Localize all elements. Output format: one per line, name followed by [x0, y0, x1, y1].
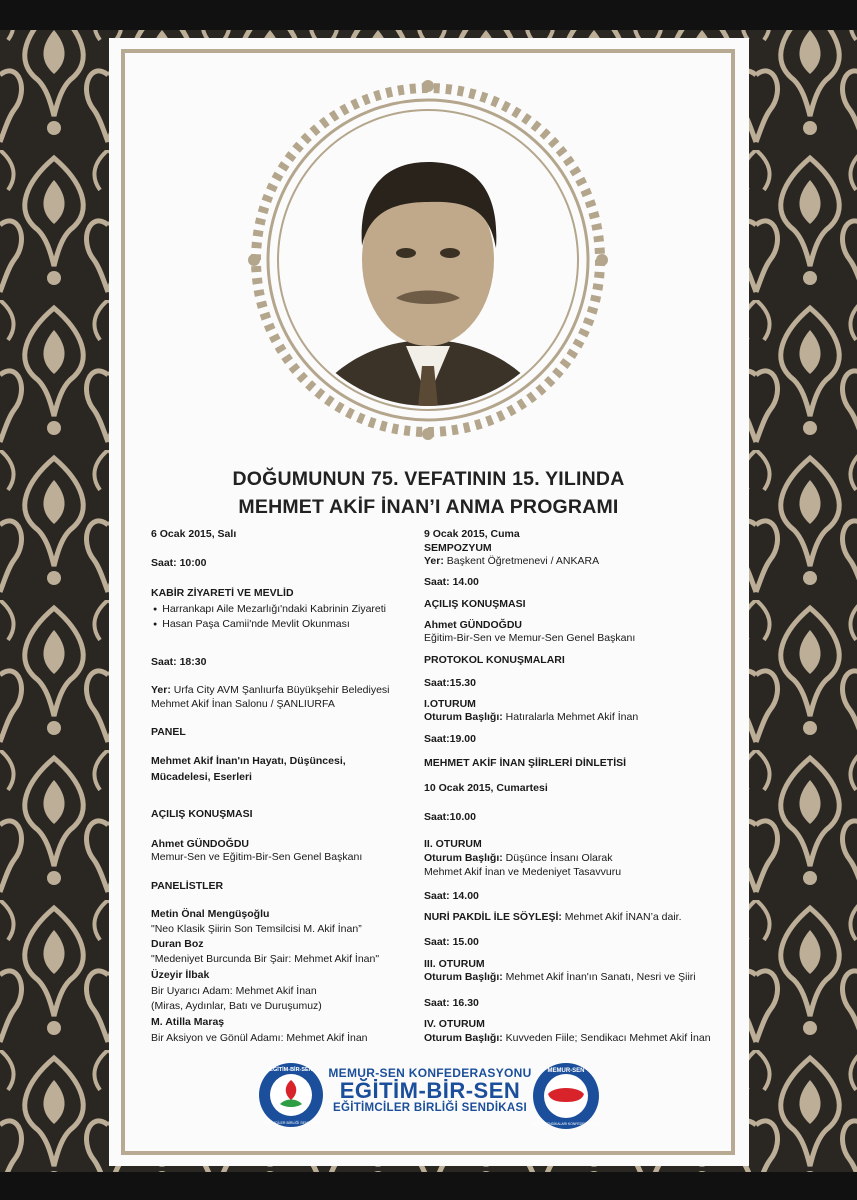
panelist-topic: Bir Aksiyon ve Gönül Adamı: Mehmet Akif İnan	[151, 1032, 368, 1044]
left-date: 6 Ocak 2015, Salı	[151, 528, 237, 540]
opening-name-right: Ahmet GÜNDOĞDU	[424, 619, 523, 631]
right-time-3: Saat:19.00	[424, 733, 476, 745]
panelist-name: M. Atilla Maraş	[151, 1016, 225, 1028]
right-date: 9 Ocak 2015, Cuma	[424, 528, 520, 540]
session-4: IV. OTURUM	[424, 1018, 485, 1030]
title-line-1: DOĞUMUNUN 75. VEFATININ 15. YILINDA	[232, 468, 625, 490]
talk-heading: NURİ PAKDİL İLE SÖYLEŞİ:	[424, 911, 562, 923]
left-time-1: Saat: 10:00	[151, 557, 207, 569]
left-time-2: Saat: 18:30	[151, 656, 207, 668]
right-time-2: Saat:15.30	[424, 677, 476, 689]
session-3-text: Mehmet Akif İnan'ın Sanatı, Nesri ve Şiiri	[502, 971, 696, 983]
session-1: I.OTURUM	[424, 698, 476, 710]
session-2: II. OTURUM	[424, 838, 482, 850]
session-1-title	[424, 710, 638, 724]
venue-label: Yer:	[151, 684, 171, 696]
right-time-7: Saat: 16.30	[424, 997, 479, 1009]
panelist-topic: (Miras, Aydınlar, Batı ve Duruşumuz)	[151, 1000, 322, 1012]
left-logo-sub: EĞİTİMCİLER BİRLİĞİ SENDİKASI	[262, 1121, 320, 1125]
talk-line	[424, 910, 682, 924]
right-logo-text: MEMUR-SEN	[547, 1068, 585, 1074]
right-time-6: Saat: 15.00	[424, 936, 479, 948]
panel-title-1: Mehmet Akif İnan'ın Hayatı, Düşüncesi,	[151, 755, 346, 767]
opening-heading-left: AÇILIŞ KONUŞMASI	[151, 808, 253, 820]
memur-sen-logo	[532, 1062, 600, 1130]
right-date-2: 10 Ocak 2015, Cumartesi	[424, 782, 548, 794]
panelist-topic: "Medeniyet Burcunda Bir Şair: Mehmet Akif İnan"	[151, 953, 380, 965]
left-logo-text: EĞİTİM-BİR-SEN	[269, 1067, 313, 1073]
right-venue-text: Başkent Öğretmenevi / ANKARA	[443, 555, 600, 567]
visit-item: ● Hasan Paşa Camii'nde Mevlit Okunması	[153, 617, 350, 633]
footer-line-2: EĞİTİM-BİR-SEN	[339, 1078, 521, 1103]
session-2-title	[424, 851, 613, 865]
protocol-heading: PROTOKOL KONUŞMALARI	[424, 654, 565, 666]
session-4-title	[424, 1031, 711, 1045]
session-2-text: Düşünce İnsanı Olarak	[502, 852, 613, 864]
panel-title-2: Mücadelesi, Eserleri	[151, 771, 252, 783]
opening-role-left: Memur-Sen ve Eğitim-Bir-Sen Genel Başkanı	[151, 851, 363, 863]
panelist-topic: Bir Uyarıcı Adam: Mehmet Akif İnan	[151, 985, 317, 997]
right-logo-sub: MEMUR SENDİKALARI KONFEDERASYONU	[532, 1122, 600, 1126]
panelist-name: Duran Boz	[151, 938, 204, 950]
session-label: Oturum Başlığı:	[424, 1032, 503, 1044]
talk-title: Mehmet Akif İNAN’a dair.	[561, 911, 682, 923]
right-time-5: Saat: 14.00	[424, 890, 479, 902]
right-venue	[424, 554, 599, 568]
egitim-bir-sen-logo	[258, 1062, 324, 1128]
symposium-heading: SEMPOZYUM	[424, 542, 492, 554]
footer-line-1: MEMUR-SEN KONFEDERASYONU	[328, 1066, 532, 1080]
venue-text: Urfa City AVM Şanlıurfa Büyükşehir Belediyesi	[170, 684, 390, 696]
session-3: III. OTURUM	[424, 958, 485, 970]
panelist-topic: "Neo Klasik Şiirin Son Temsilcisi M. Akif İnan”	[151, 923, 362, 935]
right-time-4: Saat:10.00	[424, 811, 476, 823]
session-label: Oturum Başlığı:	[424, 971, 503, 983]
title-line-2: MEHMET AKİF İNAN’I ANMA PROGRAMI	[238, 496, 619, 518]
visit-heading: KABİR ZİYARETİ VE MEVLİD	[151, 587, 294, 599]
egitim-bir-sen-emblem	[258, 1062, 324, 1128]
panel-heading: PANEL	[151, 726, 186, 738]
poetry-heading: MEHMET AKİF İNAN ŞİİRLERİ DİNLETİSİ	[424, 757, 627, 769]
memur-sen-emblem	[532, 1062, 600, 1130]
session-3-title	[424, 970, 696, 984]
session-label: Oturum Başlığı:	[424, 852, 503, 864]
right-time-1: Saat: 14.00	[424, 576, 479, 588]
session-4-text: Kuvveden Fiile; Sendikacı Mehmet Akif İnan	[502, 1032, 711, 1044]
panelist-name: Metin Önal Mengüşoğlu	[151, 908, 270, 920]
footer-line-3: EĞİTİMCİLER BİRLİĞİ SENDİKASI	[333, 1102, 527, 1114]
opening-role-right: Eğitim-Bir-Sen ve Memur-Sen Genel Başkanı	[424, 632, 636, 644]
venue-line-2: Mehmet Akif İnan Salonu / ŞANLIURFA	[151, 698, 335, 710]
right-column	[424, 0, 724, 1060]
right-venue-label: Yer:	[424, 555, 444, 567]
session-label: Oturum Başlığı:	[424, 711, 503, 723]
session-1-text: Hatıralarla Mehmet Akif İnan	[502, 711, 639, 723]
left-column	[151, 0, 421, 1060]
panelist-name: Üzeyir İlbak	[151, 969, 210, 981]
venue-line-1	[151, 683, 390, 697]
opening-name-left: Ahmet GÜNDOĞDU	[151, 838, 250, 850]
panelists-heading: PANELİSTLER	[151, 880, 224, 892]
visit-item: ● Harrankapı Aile Mezarlığı'ndaki Kabrinin Ziyareti	[153, 602, 386, 618]
session-2-title-line-2: Mehmet Akif İnan ve Medeniyet Tasavvuru	[424, 866, 622, 878]
opening-heading-right: AÇILIŞ KONUŞMASI	[424, 598, 526, 610]
